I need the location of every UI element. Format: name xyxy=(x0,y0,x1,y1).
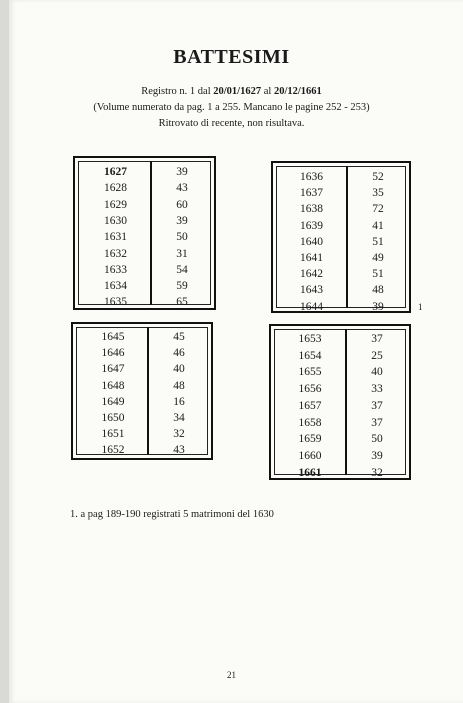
registro-middle: al xyxy=(261,86,274,97)
table-row xyxy=(273,282,409,298)
count-cell: 25 xyxy=(371,349,383,362)
count-cell: 72 xyxy=(372,203,384,216)
count-cell: 51 xyxy=(372,268,384,281)
table-row xyxy=(273,201,409,217)
table-row xyxy=(73,442,211,458)
count-cell: 50 xyxy=(371,433,383,446)
year-cell: 1657 xyxy=(298,399,322,412)
count-cell: 32 xyxy=(173,428,185,441)
table-row xyxy=(73,394,211,410)
year-cell: 1629 xyxy=(104,198,127,211)
count-cell: 43 xyxy=(173,444,185,457)
registro-prefix: Registro n. 1 dal xyxy=(141,86,214,97)
volume-note: (Volume numerato da pag. 1 a 255. Mancano le pagine 252 - 253) xyxy=(93,102,370,113)
table-row xyxy=(271,364,409,380)
count-cell: 50 xyxy=(176,231,188,244)
table-row xyxy=(75,294,214,310)
year-cell: 1645 xyxy=(101,331,125,343)
year-cell: 1638 xyxy=(300,203,323,216)
year-cell: 1655 xyxy=(298,366,322,379)
count-cell: 16 xyxy=(173,395,185,408)
count-cell: 39 xyxy=(176,166,188,178)
count-cell: 39 xyxy=(176,214,188,227)
table-row xyxy=(75,180,214,196)
year-cell: 1635 xyxy=(104,296,127,309)
registro-start-date: 20/01/1627 xyxy=(213,86,262,97)
count-cell: 37 xyxy=(371,333,383,345)
year-cell: 1643 xyxy=(300,284,323,297)
year-cell: 1641 xyxy=(300,252,323,264)
table-row xyxy=(273,299,409,315)
year-cell: 1640 xyxy=(300,235,323,248)
year-cell: 1628 xyxy=(104,182,127,195)
year-cell: 1660 xyxy=(298,449,322,462)
count-cell: 41 xyxy=(372,219,384,232)
year-cell: 1632 xyxy=(104,247,127,260)
table-row xyxy=(75,246,214,262)
table-row xyxy=(273,185,409,201)
page-title: BATTESIMI xyxy=(173,46,290,68)
table-row xyxy=(75,229,214,245)
table-row xyxy=(273,169,409,185)
table-row xyxy=(73,345,211,361)
year-cell: 1653 xyxy=(298,333,322,345)
year-cell: 1647 xyxy=(101,363,125,376)
count-cell: 52 xyxy=(372,171,384,183)
baptisms-table-1653-1661 xyxy=(269,324,411,480)
table-row xyxy=(73,426,211,442)
year-cell: 1649 xyxy=(101,395,125,408)
year-cell: 1639 xyxy=(300,219,323,232)
table-row xyxy=(271,331,409,347)
count-cell: 40 xyxy=(371,366,383,379)
table-row xyxy=(73,378,211,394)
table-row xyxy=(75,262,214,278)
year-cell: 1651 xyxy=(101,428,125,441)
count-cell: 43 xyxy=(176,182,188,195)
table-row xyxy=(273,250,409,266)
year-cell: 1650 xyxy=(101,412,125,424)
table-row xyxy=(73,329,211,345)
table-row xyxy=(75,197,214,213)
year-cell: 1634 xyxy=(104,280,127,293)
table-row xyxy=(75,278,214,294)
count-cell: 32 xyxy=(371,466,383,479)
registro-end-date: 20/12/1661 xyxy=(273,86,322,97)
count-cell: 45 xyxy=(173,331,185,343)
count-cell: 60 xyxy=(176,198,188,211)
count-cell: 54 xyxy=(176,263,188,276)
count-cell: 34 xyxy=(173,412,185,424)
year-cell: 1644 xyxy=(300,300,323,313)
count-cell: 59 xyxy=(176,280,188,293)
table-row xyxy=(73,410,211,426)
table-row xyxy=(73,361,211,377)
year-cell: 1633 xyxy=(104,263,127,276)
year-cell: 1646 xyxy=(101,347,125,360)
year-cell: 1656 xyxy=(298,383,322,396)
count-cell: 31 xyxy=(176,247,188,260)
year-cell: 1630 xyxy=(104,214,127,227)
count-cell: 48 xyxy=(372,284,384,297)
count-cell: 65 xyxy=(176,296,188,309)
count-cell: 40 xyxy=(173,363,185,376)
table-row xyxy=(75,164,214,180)
count-cell: 49 xyxy=(372,252,384,264)
year-cell: 1637 xyxy=(300,187,323,200)
year-cell: 1659 xyxy=(298,433,322,446)
count-cell: 48 xyxy=(173,379,185,392)
footnote-marker: 1 xyxy=(418,302,423,312)
table-row xyxy=(271,348,409,364)
count-cell: 46 xyxy=(173,347,185,360)
table-row xyxy=(271,448,409,464)
count-cell: 37 xyxy=(371,416,383,429)
count-cell: 39 xyxy=(371,449,383,462)
year-cell: 1636 xyxy=(300,171,323,183)
status-note: Ritrovato di recente, non risultava. xyxy=(158,118,305,129)
table-row xyxy=(75,213,214,229)
count-cell: 51 xyxy=(372,235,384,248)
count-cell: 37 xyxy=(371,399,383,412)
count-cell: 39 xyxy=(372,300,384,313)
year-cell: 1642 xyxy=(300,268,323,281)
table-row xyxy=(273,266,409,282)
count-cell: 35 xyxy=(372,187,384,200)
table-row xyxy=(271,465,409,481)
baptisms-table-1627-1635 xyxy=(73,156,216,310)
table-row xyxy=(273,234,409,250)
year-cell: 1631 xyxy=(104,231,127,244)
registro-line xyxy=(0,86,463,97)
table-row xyxy=(273,218,409,234)
year-cell: 1648 xyxy=(101,379,125,392)
footnote-text: 1. a pag 189-190 registrati 5 matrimoni del 1630 xyxy=(70,509,274,520)
table-row xyxy=(271,415,409,431)
year-cell: 1661 xyxy=(298,466,322,479)
table-row xyxy=(271,398,409,414)
year-cell: 1658 xyxy=(298,416,322,429)
baptisms-table-1645-1652 xyxy=(71,322,213,460)
year-cell: 1627 xyxy=(104,166,127,178)
count-cell: 33 xyxy=(371,383,383,396)
year-cell: 1652 xyxy=(101,444,125,457)
table-row xyxy=(271,431,409,447)
year-cell: 1654 xyxy=(298,349,322,362)
page-number: 21 xyxy=(227,670,236,680)
baptisms-table-1636-1644 xyxy=(271,161,411,313)
table-row xyxy=(271,381,409,397)
